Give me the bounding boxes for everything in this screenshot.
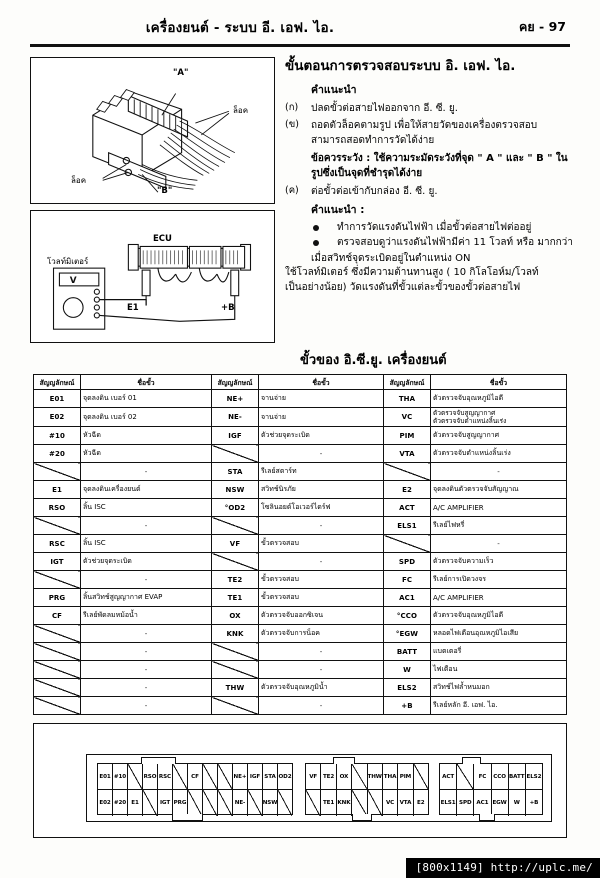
table-row — [34, 571, 567, 589]
procedure-step — [285, 184, 575, 199]
pin: RSO — [143, 764, 158, 790]
pin: ELS2 — [526, 764, 542, 790]
terminal-symbol-empty — [384, 535, 431, 553]
terminal-name: รีเลย์พัดลมหม้อน้ำ — [81, 607, 212, 625]
terminal-symbol: +B — [384, 697, 431, 715]
step-key: (ค) — [285, 184, 299, 196]
pin: BATT — [509, 764, 526, 790]
table-row — [34, 607, 567, 625]
pin: SPD — [457, 790, 474, 816]
caution-note: ข้อควรระวัง : ใช้ความระมัดระวังที่จุด " A " และ " B " ในรูปซึ่งเป็นจุดที่ชำรุดได้ง่าย — [311, 152, 568, 179]
terminal-name: จุดลงดินเครื่องยนต์ — [81, 481, 212, 499]
terminal-name: ตัวช่วยจุดระเบิด — [81, 553, 212, 571]
table-row — [34, 390, 567, 408]
table-header-row — [34, 375, 567, 390]
table-row — [34, 535, 567, 553]
terminal-name: รีเลย์ไฟหรี่ — [431, 517, 567, 535]
pin-empty — [218, 764, 233, 790]
pin-empty — [306, 790, 321, 816]
ecu-terminal-table — [33, 374, 567, 715]
terminal-name-empty: - — [81, 679, 212, 697]
pin: CCO — [492, 764, 509, 790]
terminal-name: จุดลงดินตัวตรวจจับสัญญาณ — [431, 481, 567, 499]
terminal-symbol: °CCO — [384, 607, 431, 625]
page-header — [30, 16, 570, 46]
col-symbol: สัญญลักษณ์ — [384, 375, 431, 390]
terminal-symbol: #20 — [34, 445, 81, 463]
connector-tab-top — [333, 757, 355, 764]
terminal-name-empty: - — [431, 463, 567, 481]
terminal-name: ลิ้น ISC — [81, 535, 212, 553]
terminal-symbol: NSW — [212, 481, 259, 499]
col-symbol: สัญญลักษณ์ — [212, 375, 259, 390]
bullet-text: ทำการวัดแรงดันไฟฟ้า เมื่อขั้วต่อสายไฟต่ออยู่ — [337, 221, 532, 233]
terminal-symbol: E01 — [34, 390, 81, 408]
connector-group-left — [97, 763, 293, 815]
terminal-symbol: THA — [384, 390, 431, 408]
bullet-item — [311, 221, 575, 236]
col-name: ชื่อขั้ว — [259, 375, 384, 390]
label-lock-left: ล็อค — [71, 176, 87, 185]
terminal-name: A/C AMPLIFIER — [431, 499, 567, 517]
terminal-name: สวิทช์ไฟล้ำหนมอก — [431, 679, 567, 697]
terminal-name: ตัวตรวจจับความเร็ว — [431, 553, 567, 571]
procedure-trailing-line: ใช้โวลท์มิเตอร์ ซึ่งมีความต้านทานสูง ( 10 กิโลโอห์ม/โวลท์ — [285, 267, 539, 279]
pin-empty — [218, 790, 233, 816]
connector-tab-top — [462, 757, 480, 764]
terminal-name-empty: - — [259, 661, 384, 679]
pin: E1 — [128, 790, 143, 816]
pin: VTA — [398, 790, 413, 816]
terminal-symbol-empty — [212, 553, 259, 571]
table-body — [34, 390, 567, 715]
terminal-name-empty: - — [81, 625, 212, 643]
connector-illustration — [31, 58, 274, 203]
terminal-symbol: NE- — [212, 408, 259, 427]
header-divider — [30, 44, 570, 47]
terminal-symbol: PRG — [34, 589, 81, 607]
figure-connector-locks — [30, 57, 275, 204]
terminal-symbol: CF — [34, 607, 81, 625]
table-row — [34, 445, 567, 463]
terminal-symbol: E2 — [384, 481, 431, 499]
terminal-name-empty: - — [259, 517, 384, 535]
terminal-name-empty: - — [259, 697, 384, 715]
label-terminal-e1: E1 — [127, 303, 139, 313]
terminal-symbol: RSO — [34, 499, 81, 517]
terminal-name: ขั้วตรวจสอบ — [259, 571, 384, 589]
terminal-name: จานจ่าย — [259, 390, 384, 408]
watermark: [800x1149] http://uplc.me/ — [406, 858, 600, 878]
table-row — [34, 679, 567, 697]
col-symbol: สัญญลักษณ์ — [34, 375, 81, 390]
terminal-name: ตัวตรวจจับอุณหภูมิน้ำ — [259, 679, 384, 697]
terminal-name-empty: - — [81, 661, 212, 679]
pin: CF — [188, 764, 203, 790]
procedure-trailing-line: เป็นอย่างน้อย) วัดแรงดันที่ขั้วแต่ละขั้วของขั้วต่อสายไฟ — [285, 281, 521, 293]
terminal-name: ขั้วตรวจสอบ — [259, 589, 384, 607]
pin: TE1 — [321, 790, 336, 816]
terminal-name-empty: - — [431, 535, 567, 553]
pin-empty — [173, 764, 188, 790]
pin: KNK — [337, 790, 352, 816]
pin: IGF — [248, 764, 263, 790]
terminal-symbol-empty — [34, 625, 81, 643]
pin: RSC — [158, 764, 173, 790]
terminal-name-empty: - — [259, 643, 384, 661]
bullet-text: ตรวจสอบดูว่าแรงดันไฟฟ้ามีค่า 11 โวลท์ หรือ มากกว่า — [337, 237, 573, 249]
terminal-name: หัวฉีด — [81, 427, 212, 445]
pin-empty — [248, 790, 263, 816]
step-key: (ก) — [285, 101, 299, 113]
pin-empty — [414, 764, 428, 790]
pin: STA — [263, 764, 278, 790]
terminal-name: รีเลย์หลัก อี. เอฟ. ไอ. — [431, 697, 567, 715]
step-text: ถอดตัวล็อคตามรูป เพื่อให้สายวัดของเครื่องตรวจสอบ สามารถสอดทำการวัดได้ง่าย — [311, 119, 538, 146]
terminal-name: โซลินอยด์โอเวอร์ไดร์ฟ — [259, 499, 384, 517]
terminal-symbol: IGT — [34, 553, 81, 571]
pin: THW — [368, 764, 383, 790]
step-key: (ข) — [285, 118, 299, 130]
terminal-symbol-empty — [34, 661, 81, 679]
terminal-symbol: PIM — [384, 427, 431, 445]
terminal-name: ตัวตรวจจับอุณหภูมิไอดี — [431, 607, 567, 625]
pin: W — [509, 790, 526, 816]
pin-row-top — [98, 764, 292, 790]
pin-empty — [203, 790, 218, 816]
col-name: ชื่อขั้ว — [431, 375, 567, 390]
terminal-name: จุดลงดิน เบอร์ 01 — [81, 390, 212, 408]
pin: FC — [474, 764, 491, 790]
label-point-b: "B" — [157, 186, 173, 196]
table-row — [34, 517, 567, 535]
terminal-symbol-empty — [34, 463, 81, 481]
pin: VF — [306, 764, 321, 790]
terminal-symbol: ELS1 — [384, 517, 431, 535]
procedure-trailing-line: เมื่อสวิทช์จุดระเบิดอยู่ในตำแหน่ง ON — [311, 252, 471, 264]
table-row — [34, 499, 567, 517]
pin-empty — [188, 790, 203, 816]
pin-row-bottom — [440, 790, 542, 816]
terminal-symbol-empty — [34, 517, 81, 535]
terminal-symbol: NE+ — [212, 390, 259, 408]
terminal-name-empty: - — [81, 571, 212, 589]
page-number: คย - 97 — [519, 19, 566, 34]
terminal-name-empty: - — [81, 643, 212, 661]
procedure-section — [285, 58, 575, 295]
label-lock-right: ล็อค — [233, 106, 249, 115]
table-row — [34, 481, 567, 499]
terminal-symbol: IGF — [212, 427, 259, 445]
terminal-name-empty: - — [259, 445, 384, 463]
connector-tab-top — [141, 757, 176, 764]
terminal-name-empty: - — [81, 517, 212, 535]
pin: E2 — [417, 800, 425, 806]
table-row — [34, 697, 567, 715]
terminal-name: รีเลย์สตาร์ท — [259, 463, 384, 481]
terminal-symbol-empty — [212, 661, 259, 679]
terminal-symbol: OX — [212, 607, 259, 625]
terminal-symbol-empty — [212, 643, 259, 661]
terminal-symbol: °EGW — [384, 625, 431, 643]
figure-voltmeter-ecu — [30, 210, 275, 343]
bullet-dot-icon — [313, 240, 319, 246]
pin: NE+ — [233, 764, 248, 790]
terminal-symbol: °OD2 — [212, 499, 259, 517]
pin: TE2 — [321, 764, 336, 790]
terminal-name: สวิทช์นิรภัย — [259, 481, 384, 499]
table-row — [34, 589, 567, 607]
label-voltmeter: โวลท์มิเตอร์ — [47, 257, 89, 266]
connector-shell — [86, 754, 552, 822]
pin: E01 — [98, 764, 113, 790]
terminal-symbol: SPD — [384, 553, 431, 571]
terminal-symbol: ELS2 — [384, 679, 431, 697]
table-row — [34, 408, 567, 427]
label-ecu: ECU — [153, 234, 172, 244]
terminal-symbol: W — [384, 661, 431, 679]
terminal-symbol: #10 — [34, 427, 81, 445]
connector-group-middle — [305, 763, 429, 815]
terminal-symbol: TE1 — [212, 589, 259, 607]
terminal-name: ตัวตรวจจับออกซิเจน — [259, 607, 384, 625]
voltmeter-illustration — [31, 211, 274, 342]
terminal-symbol-empty — [212, 445, 259, 463]
pin: +B — [529, 800, 539, 806]
terminal-name: ขั้วตรวจสอบ — [259, 535, 384, 553]
pinout-figure — [33, 723, 567, 838]
pin: NSW — [263, 790, 278, 816]
terminal-symbol-empty — [34, 571, 81, 589]
pin-empty — [352, 764, 367, 790]
terminal-symbol: RSC — [34, 535, 81, 553]
procedure-step — [285, 101, 575, 116]
pin-empty — [457, 764, 474, 790]
terminal-name: ตัวช่วยจุดระเบิด — [259, 427, 384, 445]
terminal-symbol-empty — [34, 697, 81, 715]
terminal-name: ไฟเตือน — [431, 661, 567, 679]
terminal-symbol-empty — [212, 697, 259, 715]
procedure-note-heading-2: คำแนะนำ : — [311, 203, 365, 216]
pin-empty — [368, 790, 383, 816]
terminal-name: หัวฉีด — [81, 445, 212, 463]
terminal-symbol: AC1 — [384, 589, 431, 607]
pin-empty — [278, 790, 292, 816]
pin: OX — [337, 764, 352, 790]
pin-row-top — [306, 764, 428, 790]
terminal-symbol: VF — [212, 535, 259, 553]
pin: ELS1 — [440, 790, 457, 816]
pin: PRG — [173, 790, 188, 816]
procedure-bullet-list — [311, 221, 575, 251]
pin: EGW — [492, 790, 509, 816]
label-point-a: "A" — [173, 68, 189, 78]
terminal-name: ตัวตรวจจับตำแหน่งลิ้นเร่ง — [431, 445, 567, 463]
connector-tab-bottom — [352, 814, 372, 821]
terminal-symbol: E02 — [34, 408, 81, 427]
terminal-symbol-empty — [212, 517, 259, 535]
bullet-item — [311, 236, 575, 251]
terminal-name: จุดลงดิน เบอร์ 02 — [81, 408, 212, 427]
table-row — [34, 643, 567, 661]
table-row — [34, 463, 567, 481]
svg-text:V: V — [69, 275, 77, 286]
terminal-name: ตัวตรวจจับการน็อค — [259, 625, 384, 643]
table-row — [34, 661, 567, 679]
table-row — [34, 553, 567, 571]
procedure-step — [285, 118, 575, 148]
table-row — [34, 427, 567, 445]
terminal-symbol: KNK — [212, 625, 259, 643]
terminal-name: A/C AMPLIFIER — [431, 589, 567, 607]
pin: OD2 — [278, 764, 292, 790]
bullet-dot-icon — [313, 225, 319, 231]
terminal-symbol: VC — [384, 408, 431, 427]
terminal-name: รีเลย์การเปิดวงจร — [431, 571, 567, 589]
pin-empty — [203, 764, 218, 790]
procedure-note-heading: คำแนะนำ — [311, 83, 357, 96]
terminal-symbol-empty — [34, 679, 81, 697]
pin: #10 — [113, 764, 128, 790]
terminal-name: ลิ้นสวิทช์สูญญากาศ EVAP — [81, 589, 212, 607]
terminal-name: ตัวตรวจจับสูญญากาศ — [431, 427, 567, 445]
terminal-name-empty: - — [259, 553, 384, 571]
terminal-symbol: BATT — [384, 643, 431, 661]
pin: #20 — [113, 790, 128, 816]
terminal-name: ตัวตรวจจับสูญญากาศ ตัวตรวจจับตำแหน่งลิ้นเร่ง — [431, 408, 567, 427]
table-heading: ขั้วของ อิ.ซี.ยู. เครื่องยนต์ — [300, 353, 447, 368]
table-row — [34, 625, 567, 643]
pin: PIM — [398, 764, 413, 790]
connector-tab-bottom — [172, 814, 203, 821]
terminal-symbol: VTA — [384, 445, 431, 463]
terminal-name-empty: - — [81, 697, 212, 715]
terminal-name: ลิ้น ISC — [81, 499, 212, 517]
pin: IGT — [158, 790, 173, 816]
terminal-name-empty: - — [81, 463, 212, 481]
terminal-name: หลอดไฟเตือนอุณหภูมิไอเสีย — [431, 625, 567, 643]
terminal-name: แบตเตอรี่ — [431, 643, 567, 661]
step-text: ปลดขั้วต่อสายไฟออกจาก อี. ซี. ยู. — [311, 102, 458, 114]
terminal-symbol: STA — [212, 463, 259, 481]
terminal-symbol: E1 — [34, 481, 81, 499]
pin-empty — [128, 764, 143, 790]
pin: THA — [383, 764, 398, 790]
pin: ACT — [440, 764, 457, 790]
terminal-name: ตัวตรวจจับอุณหภูมิไอดี — [431, 390, 567, 408]
pin: E02 — [98, 790, 113, 816]
label-terminal-b: +B — [221, 303, 235, 313]
terminal-symbol: ACT — [384, 499, 431, 517]
pin: AC1 — [474, 790, 491, 816]
pin-row-top — [440, 764, 542, 790]
pin-empty — [143, 790, 158, 816]
procedure-title: ขั้นตอนการตรวจสอบระบบ อิ. เอฟ. ไอ. — [285, 58, 516, 74]
terminal-symbol: TE2 — [212, 571, 259, 589]
terminal-symbol: FC — [384, 571, 431, 589]
step-text: ต่อขั้วต่อเข้ากับกล่อง อี. ซี. ยู. — [311, 185, 438, 197]
terminal-name: จานจ่าย — [259, 408, 384, 427]
page-title: เครื่องยนต์ - ระบบ อี. เอฟ. ไอ. — [145, 20, 335, 36]
terminal-symbol: THW — [212, 679, 259, 697]
terminal-symbol-empty — [34, 643, 81, 661]
col-name: ชื่อขั้ว — [81, 375, 212, 390]
pin: VC — [383, 790, 398, 816]
connector-tab-bottom — [479, 814, 495, 821]
pin: NE- — [233, 790, 248, 816]
pin-row-bottom — [306, 790, 428, 816]
terminal-symbol-empty — [384, 463, 431, 481]
pin-row-bottom — [98, 790, 292, 816]
connector-group-right — [439, 763, 543, 815]
pin-empty — [352, 790, 367, 816]
